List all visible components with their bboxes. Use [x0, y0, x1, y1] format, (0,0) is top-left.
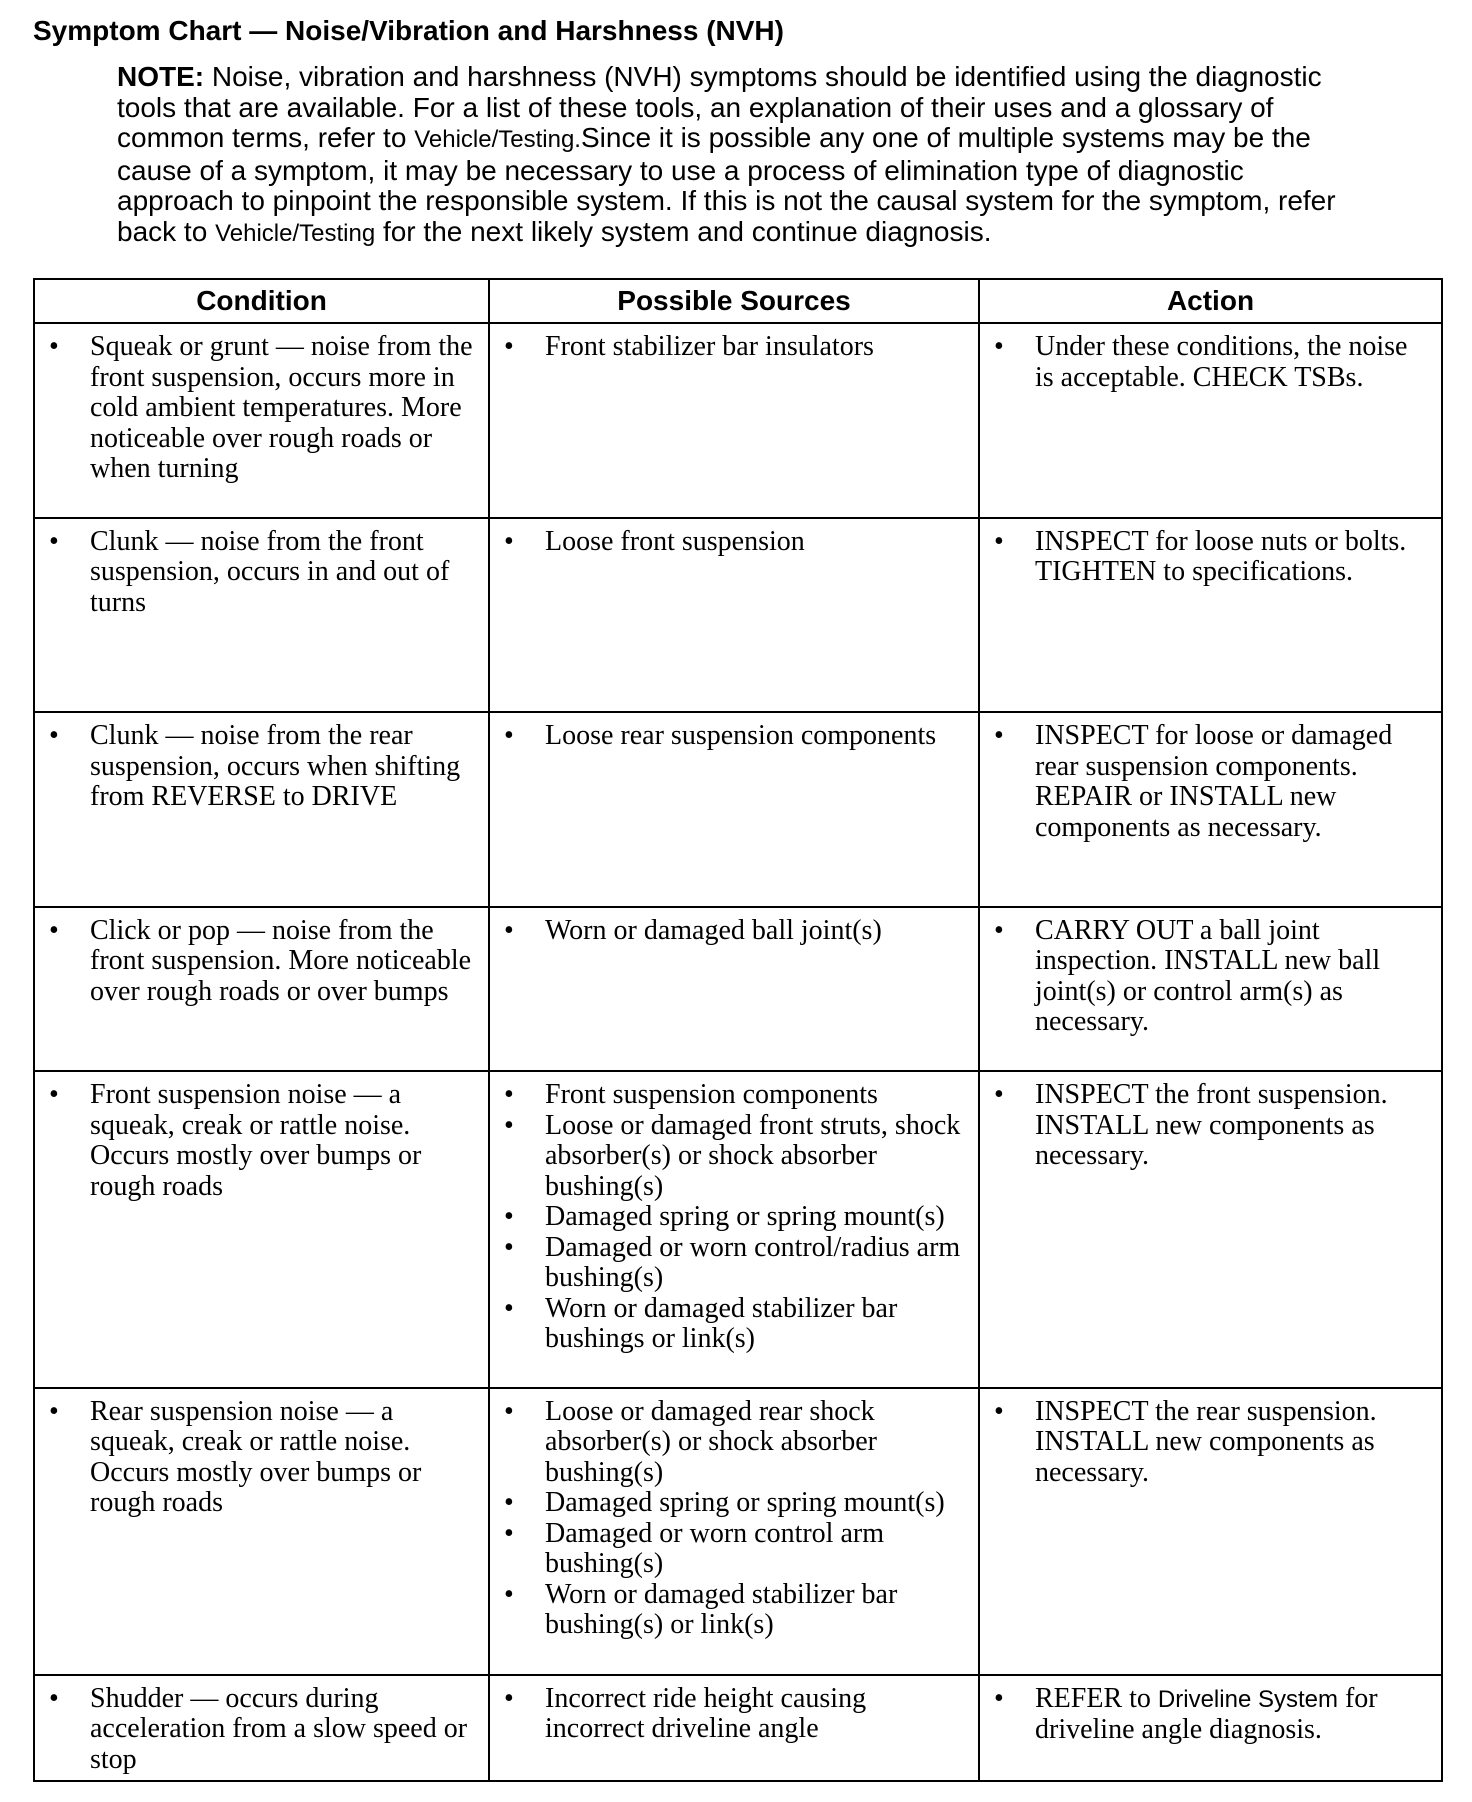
page-title: Symptom Chart — Noise/Vibration and Harshness (NVH) — [33, 15, 784, 46]
source-item: • Incorrect ride height causing incorrect driveline angle — [490, 1684, 978, 1745]
sources-cell — [489, 1071, 979, 1388]
condition-cell — [34, 907, 489, 1071]
note-text: Noise, vibration and harshness (NVH) symptoms should be identified using the diagnostic tools that are available. For a list of these tools, an explanation of their uses and a glossary of common terms, refer to — [117, 61, 1322, 153]
condition-cell — [34, 1675, 489, 1781]
table-row — [34, 1675, 1442, 1781]
action-cell — [979, 1071, 1442, 1388]
column-header-possible-sources: Possible Sources — [489, 279, 979, 323]
condition-item: • Clunk — noise from the rear suspension, occurs when shifting from REVERSE to DRIVE — [35, 721, 488, 813]
table-row — [34, 323, 1442, 518]
action-cell — [979, 518, 1442, 713]
source-item: • Loose front suspension — [490, 527, 978, 558]
source-item: • Loose or damaged front struts, shock absorber(s) or shock absorber bushing(s) — [490, 1111, 978, 1203]
source-item: • Loose or damaged rear shock absorber(s) or shock absorber bushing(s) — [490, 1397, 978, 1489]
action-item: • INSPECT the rear suspension. INSTALL new components as necessary. — [980, 1397, 1441, 1489]
note-paragraph — [117, 62, 1347, 249]
condition-cell — [34, 1388, 489, 1675]
sources-cell — [489, 1675, 979, 1781]
sources-cell — [489, 1388, 979, 1675]
table-row — [34, 712, 1442, 907]
note-text: Since it is possible any one of multiple systems may be the cause of a symptom, it may be necessary to use a process of elimination type of diagnostic approach to pinpoint the responsible system. If this is not the causal system for the symptom, refer back to — [117, 122, 1336, 247]
note-text: for the next likely system and continue diagnosis. — [382, 215, 992, 247]
action-cell — [979, 712, 1442, 907]
sources-cell — [489, 712, 979, 907]
sources-cell — [489, 518, 979, 713]
action-item: • INSPECT for loose nuts or bolts. TIGHTEN to specifications. — [980, 527, 1441, 588]
source-item: • Worn or damaged stabilizer bar bushing(s) or link(s) — [490, 1580, 978, 1641]
table-row — [34, 1388, 1442, 1675]
action-item: • INSPECT for loose or damaged rear suspension components. REPAIR or INSTALL new components as necessary. — [980, 721, 1441, 843]
note-reference-link: Vehicle/Testing — [215, 219, 376, 247]
note-reference-link: Vehicle/Testing. — [414, 126, 581, 153]
column-header-condition: Condition — [34, 279, 489, 323]
condition-item: • Squeak or grunt — noise from the front suspension, occurs more in cold ambient temperatures. More noticeable over rough roads or when turning — [35, 332, 488, 485]
action-cell — [979, 323, 1442, 518]
condition-item: • Front suspension noise — a squeak, creak or rattle noise. Occurs mostly over bumps or rough roads — [35, 1080, 488, 1202]
action-item: • Under these conditions, the noise is acceptable. CHECK TSBs. — [980, 332, 1441, 393]
source-item: • Damaged or worn control arm bushing(s) — [490, 1519, 978, 1580]
action-text: REFER to — [1035, 1682, 1151, 1714]
condition-cell — [34, 323, 489, 518]
sources-cell — [489, 323, 979, 518]
column-header-action: Action — [979, 279, 1442, 323]
symptom-table — [33, 278, 1443, 1782]
note-label: NOTE: — [117, 61, 205, 92]
table-row — [34, 1071, 1442, 1388]
action-item: • CARRY OUT a ball joint inspection. INSTALL new ball joint(s) or control arm(s) as necessary. — [980, 916, 1441, 1038]
driveline-reference-link: Driveline System — [1157, 1685, 1338, 1713]
action-item — [980, 1684, 1441, 1746]
source-item: • Front suspension components — [490, 1080, 978, 1111]
action-cell — [979, 1675, 1442, 1781]
source-item: • Damaged spring or spring mount(s) — [490, 1488, 978, 1519]
condition-item: • Click or pop — noise from the front suspension. More noticeable over rough roads or over bumps — [35, 916, 488, 1008]
action-text: for driveline angle diagnosis. — [1035, 1682, 1378, 1746]
source-item: • Worn or damaged ball joint(s) — [490, 916, 978, 947]
condition-cell — [34, 712, 489, 907]
source-item: • Front stabilizer bar insulators — [490, 332, 978, 363]
source-item: • Damaged or worn control/radius arm bushing(s) — [490, 1233, 978, 1294]
table-row — [34, 518, 1442, 713]
condition-item: • Shudder — occurs during acceleration from a slow speed or stop — [35, 1684, 488, 1776]
source-item: • Loose rear suspension components — [490, 721, 978, 752]
action-item: • INSPECT the front suspension. INSTALL new components as necessary. — [980, 1080, 1441, 1172]
condition-cell — [34, 518, 489, 713]
action-cell — [979, 907, 1442, 1071]
table-header-row — [34, 279, 1442, 323]
condition-item: • Rear suspension noise — a squeak, creak or rattle noise. Occurs mostly over bumps or rough roads — [35, 1397, 488, 1519]
action-cell — [979, 1388, 1442, 1675]
sources-cell — [489, 907, 979, 1071]
source-item: • Worn or damaged stabilizer bar bushings or link(s) — [490, 1294, 978, 1355]
condition-cell — [34, 1071, 489, 1388]
table-row — [34, 907, 1442, 1071]
source-item: • Damaged spring or spring mount(s) — [490, 1202, 978, 1233]
condition-item: • Clunk — noise from the front suspension, occurs in and out of turns — [35, 527, 488, 619]
